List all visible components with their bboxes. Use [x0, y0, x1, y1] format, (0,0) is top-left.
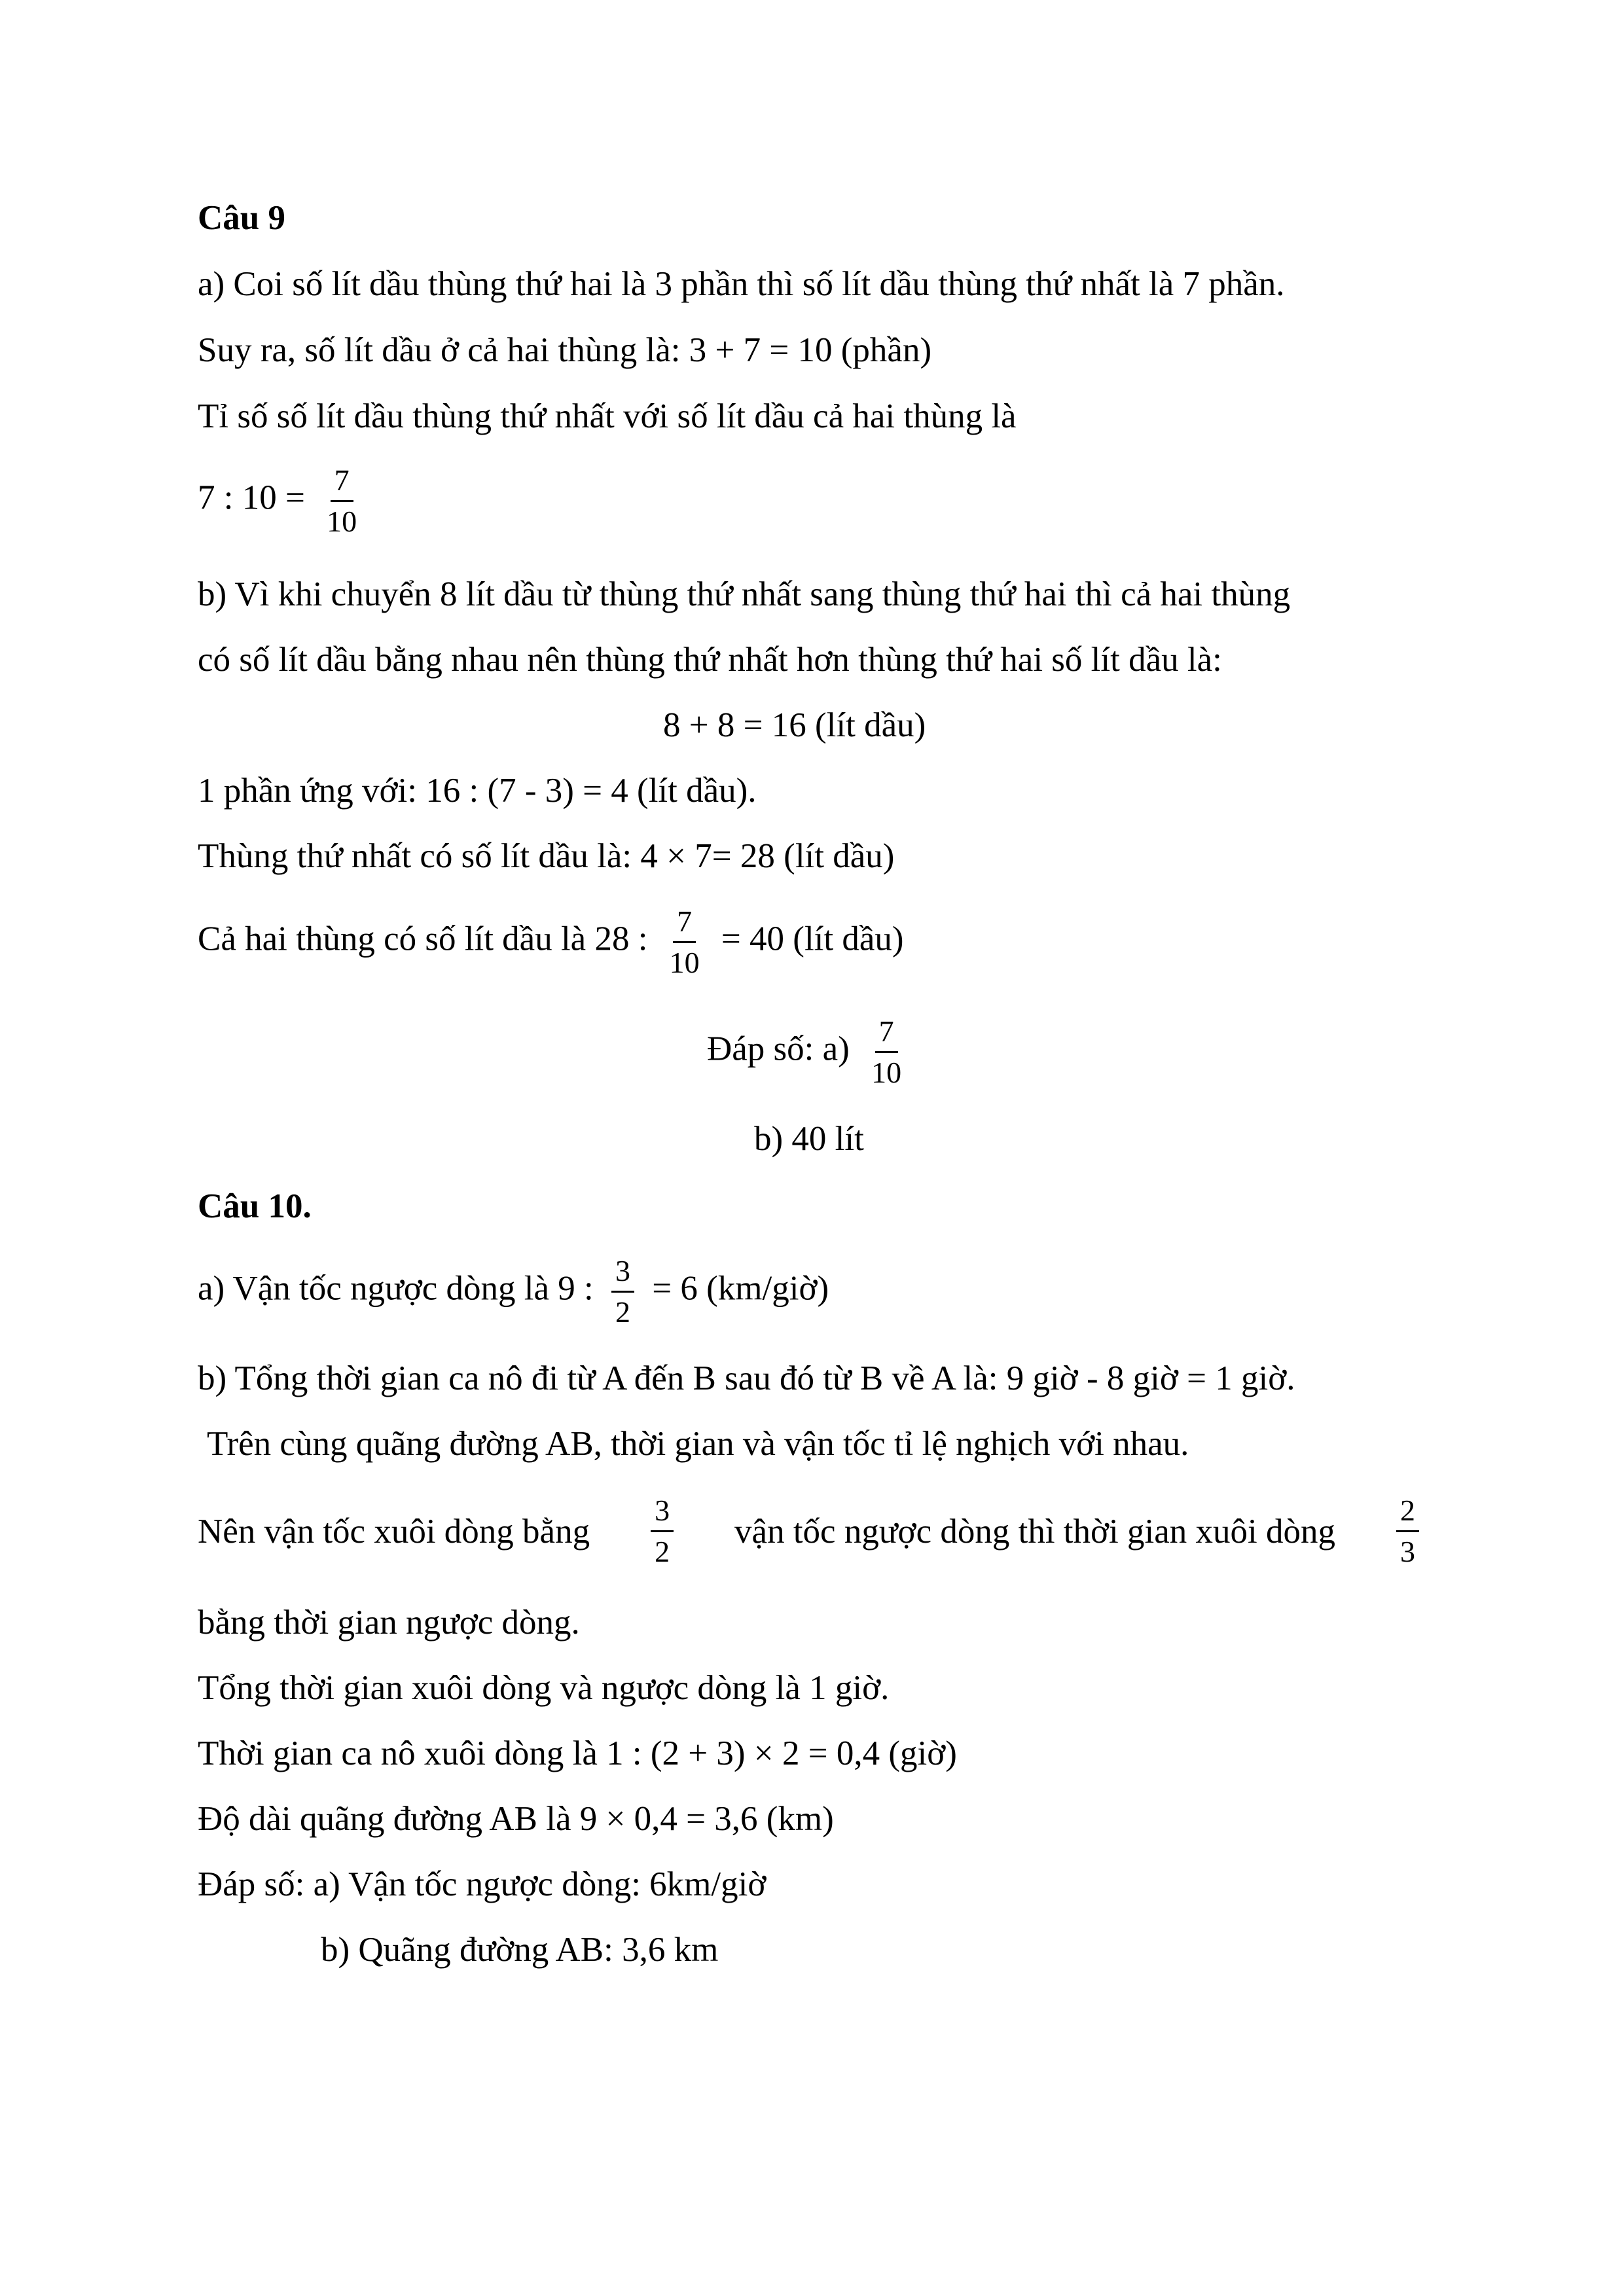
fraction-numerator: 7: [673, 905, 696, 943]
cau10-b-line5: Tổng thời gian xuôi dòng và ngược dòng là 1 giờ.: [198, 1669, 890, 1707]
cau10-heading: Câu 10.: [198, 1187, 312, 1225]
cau10-b-line1: b) Tổng thời gian ca nô đi từ A đến B sau đó từ B về A là: 9 giờ - 8 giờ = 1 giờ.: [198, 1359, 1295, 1397]
cau9-answer-a: [707, 1014, 914, 1090]
cau9-a-equation-prefix: 7 : 10 =: [198, 478, 305, 517]
cau9-b-line1: b) Vì khi chuyển 8 lít dầu từ thùng thứ nhất sang thùng thứ hai thì cả hai thùng: [198, 575, 1291, 613]
cau9-b-line4: Thùng thứ nhất có số lít dầu là: 4 × 7= 28 (lít dầu): [198, 837, 895, 875]
cau9-a-line1: a) Coi số lít dầu thùng thứ hai là 3 phần thì số lít dầu thùng thứ nhất là 7 phần.: [198, 265, 1285, 303]
fraction-denominator: 10: [669, 946, 700, 979]
fraction-numerator: 2: [1396, 1494, 1419, 1532]
cau10-b-line6: Thời gian ca nô xuôi dòng là 1 : (2 + 3) × 2 = 0,4 (giờ): [198, 1734, 957, 1772]
cau10-a-fraction: [611, 1254, 634, 1329]
cau9-b-line5-suffix: = 40 (lít dầu): [721, 920, 904, 958]
fraction-denominator: 2: [655, 1535, 670, 1568]
cau9-answer-fraction: [867, 1014, 905, 1090]
fraction-numerator: 3: [651, 1494, 674, 1532]
cau9-answer-prefix: Đáp số: a): [707, 1030, 850, 1068]
fraction-denominator: 2: [615, 1295, 631, 1329]
cau10-answer-b: b) Quãng đường AB: 3,6 km: [321, 1931, 719, 1969]
cau10-a-prefix: a) Vận tốc ngược dòng là 9 :: [198, 1269, 594, 1308]
cau10-a-suffix: = 6 (km/giờ): [652, 1269, 829, 1308]
cau9-b-line5: [198, 905, 904, 980]
cau10-b-line3: [198, 1494, 1428, 1569]
cau10-b-line4: bằng thời gian ngược dòng.: [198, 1604, 580, 1641]
cau9-answer-b: b) 40 lít: [754, 1120, 864, 1158]
fraction-numerator: 3: [611, 1254, 634, 1293]
cau10-b-fraction-1: [651, 1494, 674, 1569]
cau9-a-fraction: [323, 463, 361, 539]
cau9-a-line3: Tỉ số số lít dầu thùng thứ nhất với số lít dầu cả hai thùng là: [198, 397, 1017, 435]
cau10-b-line3-part1: Nên vận tốc xuôi dòng bằng: [198, 1512, 590, 1551]
cau10-b-line7: Độ dài quãng đường AB là 9 × 0,4 = 3,6 (km): [198, 1800, 834, 1838]
cau9-b-centered-equation: 8 + 8 = 16 (lít dầu): [663, 706, 926, 744]
cau10-b-line3-part2: vận tốc ngược dòng thì thời gian xuôi dòng: [734, 1512, 1335, 1551]
cau10-b-fraction-2: [1396, 1494, 1419, 1569]
cau9-b-line5-prefix: Cả hai thùng có số lít dầu là 28 :: [198, 920, 648, 958]
cau9-heading: Câu 9: [198, 199, 286, 237]
cau9-a-equation: [198, 463, 370, 539]
fraction-denominator: 10: [871, 1056, 902, 1089]
cau10-b-line2: Trên cùng quãng đường AB, thời gian và vận tốc tỉ lệ nghịch với nhau.: [207, 1425, 1189, 1463]
cau9-a-line2: Suy ra, số lít dầu ở cả hai thùng là: 3 + 7 = 10 (phần): [198, 331, 932, 369]
fraction-denominator: 10: [327, 505, 357, 538]
fraction-numerator: 7: [875, 1014, 898, 1053]
fraction-denominator: 3: [1399, 1535, 1415, 1568]
cau9-b-fraction: [666, 905, 704, 980]
cau9-b-line3: 1 phần ứng với: 16 : (7 - 3) = 4 (lít dầu).: [198, 772, 757, 810]
cau9-b-line2: có số lít dầu bằng nhau nên thùng thứ nhất hơn thùng thứ hai số lít dầu là:: [198, 641, 1222, 679]
fraction-numerator: 7: [331, 463, 353, 502]
cau10-a-line: [198, 1254, 829, 1329]
cau10-answer-a: Đáp số: a) Vận tốc ngược dòng: 6km/giờ: [198, 1865, 767, 1903]
